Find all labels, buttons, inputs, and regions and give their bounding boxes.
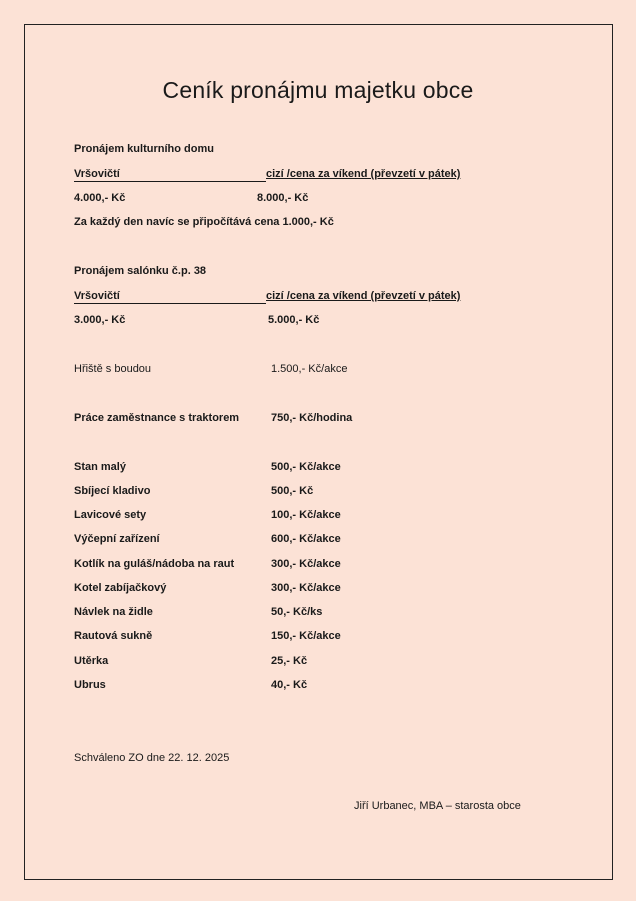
salon-col-local: Vršovičtí (74, 290, 120, 302)
culture-house-header-underline (74, 181, 266, 182)
list-item-label: Rautová sukně (74, 630, 153, 642)
list-item-price: 50,- Kč/ks (271, 606, 323, 618)
list-item-label: Návlek na židle (74, 606, 153, 618)
culture-house-col-foreign: cizí /cena za víkend (převzetí v pátek) (266, 168, 461, 180)
list-item-price: 100,- Kč/akce (271, 509, 341, 521)
salon-col-foreign: cizí /cena za víkend (převzetí v pátek) (266, 290, 461, 302)
playground-label: Hřiště s boudou (74, 363, 152, 375)
list-item-label: Kotlík na guláš/nádoba na raut (74, 558, 235, 570)
list-item-label: Lavicové sety (74, 509, 147, 521)
tractor-label: Práce zaměstnance s traktorem (74, 412, 240, 424)
list-item-label: Stan malý (74, 461, 126, 473)
salon-price-local: 3.000,- Kč (74, 314, 126, 326)
list-item-price: 600,- Kč/akce (271, 533, 341, 545)
salon-header-underline (74, 303, 266, 304)
tractor-price: 750,- Kč/hodina (271, 412, 353, 424)
list-item-price: 300,- Kč/akce (271, 558, 341, 570)
salon-heading: Pronájem salónku č.p. 38 (74, 265, 207, 277)
list-item-price: 25,- Kč (271, 655, 308, 667)
approval-note: Schváleno ZO dne 22. 12. 2025 (74, 752, 230, 764)
culture-house-price-local: 4.000,- Kč (74, 192, 126, 204)
culture-house-price-foreign: 8.000,- Kč (257, 192, 309, 204)
list-item-price: 150,- Kč/akce (271, 630, 341, 642)
list-item-label: Utěrka (74, 655, 109, 667)
signature: Jiří Urbanec, MBA – starosta obce (354, 800, 521, 812)
list-item-label: Ubrus (74, 679, 106, 691)
list-item-label: Výčepní zařízení (74, 533, 160, 545)
list-item-price: 500,- Kč (271, 485, 314, 497)
list-item-label: Kotel zabíjačkový (74, 582, 167, 594)
playground-price: 1.500,- Kč/akce (271, 363, 348, 375)
page-title: Ceník pronájmu majetku obce (162, 77, 474, 103)
culture-house-col-local: Vršovičtí (74, 168, 120, 180)
culture-house-heading: Pronájem kulturního domu (74, 143, 214, 155)
culture-house-extra-day-note: Za každý den navíc se připočítává cena 1.000,- Kč (74, 216, 334, 228)
list-item-label: Sbíjecí kladivo (74, 485, 151, 497)
list-item-price: 40,- Kč (271, 679, 308, 691)
salon-price-foreign: 5.000,- Kč (268, 314, 320, 326)
list-item-price: 500,- Kč/akce (271, 461, 341, 473)
list-item-price: 300,- Kč/akce (271, 582, 341, 594)
